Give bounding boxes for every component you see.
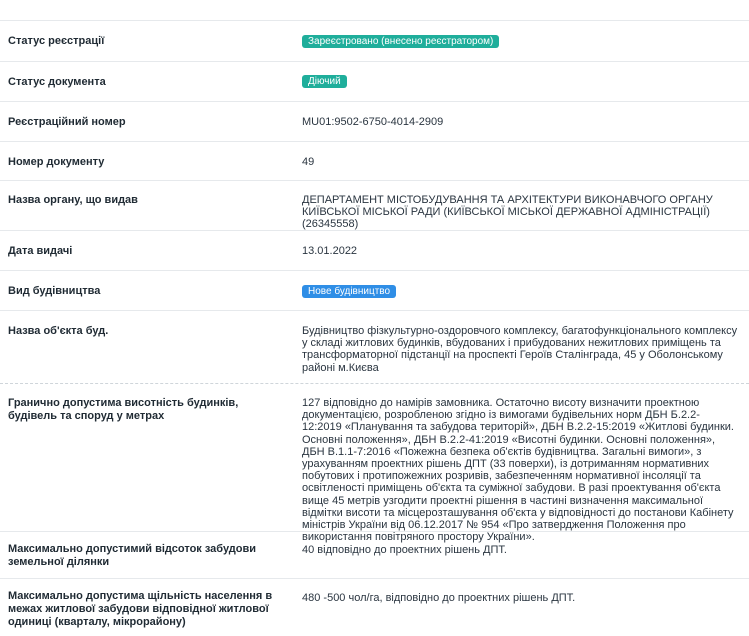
status-badge: Зареєстровано (внесено реєстратором) (302, 35, 499, 48)
row-construction-type (0, 270, 749, 310)
row-issue-date (0, 230, 749, 270)
field-value: MU01:9502-6750-4014-2909 (302, 116, 444, 128)
row-max-building-percentage (0, 531, 749, 578)
row-registration-status (0, 0, 749, 20)
row-max-population-density (0, 578, 749, 636)
row-registration-status (0, 20, 749, 61)
field-label: Дата видачі (8, 245, 73, 257)
field-label: Статус документа (8, 76, 106, 88)
field-value: 13.01.2022 (302, 245, 358, 257)
row-issuing-authority (0, 180, 749, 230)
status-badge: Діючий (302, 75, 347, 88)
row-document-status (0, 61, 749, 101)
field-value-container (295, 62, 749, 101)
field-label: Максимально допустимий відсоток забудови земельної ділянки (8, 543, 257, 568)
field-label: Вид будівництва (8, 285, 101, 297)
field-value: Будівництво фізкультурно-оздоровчого комплексу, багатофункціонального комплексу у складі житлових будинків, вбудованих і прибудованих нежитлових приміщень та трансформаторної підстанції на проспекті Героїв Сталінграда, 45 у Оболонському районі м.Києва (302, 325, 738, 374)
field-label: Назва органу, що видав (8, 194, 138, 206)
field-label: Гранично допустима висотність будинків, будівель та споруд у метрах (8, 397, 239, 422)
field-label: Статус реєстрації (8, 35, 105, 47)
field-value: 127 відповідно до намірів замовника. Остаточно висоту визначити проектною документацією, розробленою згідно із вимогами будівельних норм ДБН Б.2.2-12:2019 «Планування та забудова територій», ДБН В.2.2-15:2019 «Житлові будинки. Основні положення», ДБН В.2.2-41:2019 «Висотні будинки. Основні положення», ДБН В.1.1-7:2016 «Пожежна безпека об'єктів будівництва. Загальні вимоги», з урахуванням проектних рішень ДПТ (33 поверхи), із дотриманням нормативних побутових і протипожежних розривів, забезпеченням нормативної інсоляції та освітленості приміщень об'єкта та суміжної забудови. В разі проектування об'єкта вище 45 метрів узгодити проектні рішення в частині визначення максимальної відмітки висоти та місцерозташування об'єкта у відповідності до постанови Кабінету міністрів України від 06.12.2017 № 954 «Про затвердження Положення про використання повітряного простору України». (302, 397, 734, 544)
field-label: Максимально допустима щільність населення в межах житлової забудови відповідної житлової одиниці (кварталу, мікрорайону) (8, 590, 273, 628)
row-registration-number (0, 101, 749, 141)
field-value-container (295, 271, 749, 310)
row-document-number (0, 141, 749, 180)
field-label: Назва об'єкта буд. (8, 325, 109, 337)
field-value-container (295, 21, 749, 61)
construction-type-badge: Нове будівництво (302, 285, 396, 298)
field-value: 480 -500 чол/га, відповідно до проектних рішень ДПТ. (302, 592, 576, 604)
field-value: 40 відповідно до проектних рішень ДПТ. (302, 544, 507, 556)
field-label: Реєстраційний номер (8, 116, 126, 128)
field-value: 49 (302, 156, 315, 168)
row-max-height (0, 383, 749, 544)
row-object-name (0, 310, 749, 383)
field-label: Номер документу (8, 156, 105, 168)
field-value: ДЕПАРТАМЕНТ МІСТОБУДУВАННЯ ТА АРХІТЕКТУРИ ВИКОНАВЧОГО ОРГАНУ КИЇВСЬКОЇ МІСЬКОЇ РАДИ (КИЇВСЬКОЇ МІСЬКОЇ ДЕРЖАВНОЇ АДМІНІСТРАЦІЇ) (26345558) (302, 194, 713, 231)
